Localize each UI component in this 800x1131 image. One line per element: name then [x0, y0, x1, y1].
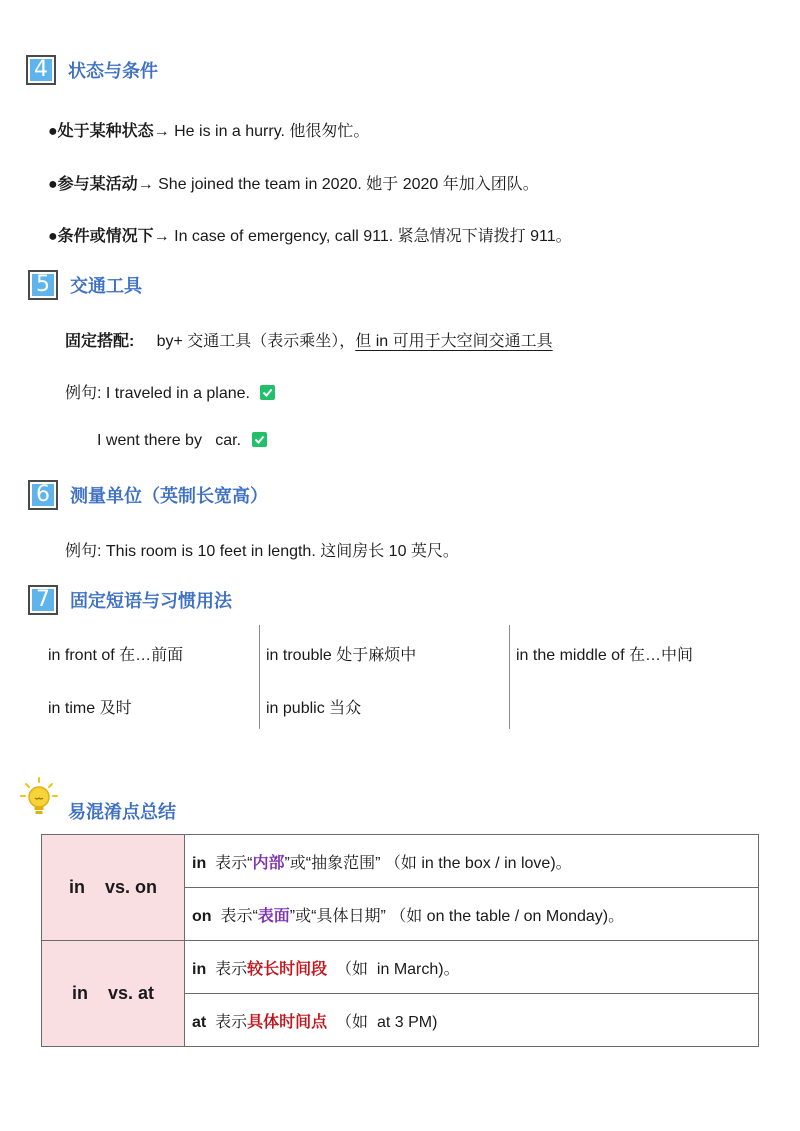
comparison-line	[185, 994, 759, 1047]
example-text: I traveled in a plane.	[105, 385, 250, 402]
condition-item	[48, 223, 572, 246]
section-5-heading	[28, 270, 142, 300]
example-text: I went there by car.	[97, 432, 242, 449]
phrase-cell: in time 及时	[48, 700, 132, 717]
desc-pre: 表示“	[206, 854, 253, 872]
measurement-example: 例句: This room is 10 feet in length. 这间房长 10 英尺。	[65, 543, 459, 560]
example-2	[97, 432, 267, 450]
desc-pre: 表示“	[211, 907, 258, 925]
item-label: ●参与某活动→	[48, 176, 154, 193]
phrase-cell: in the middle of 在…中间	[516, 647, 693, 664]
fixed-underlined-note: 但 in 可用于大空间交通工具	[355, 333, 553, 350]
highlight-term: 具体时间点	[247, 1013, 328, 1031]
column-divider	[509, 625, 510, 729]
highlight-term: 表面	[257, 907, 290, 925]
preposition: on	[192, 907, 212, 925]
example-1	[65, 380, 275, 403]
preposition: in	[192, 960, 207, 978]
item-label: ●条件或情况下→	[48, 228, 170, 245]
fixed-label: 固定搭配:	[65, 333, 135, 350]
check-mark-icon	[260, 385, 275, 400]
section-number-badge: 5	[28, 270, 58, 300]
item-text: He is in a hurry. 他很匆忙。	[169, 123, 370, 140]
fixed-text: by+ 交通工具（表示乘坐），	[156, 333, 356, 350]
phrase-cell: in trouble 处于麻烦中	[266, 647, 417, 664]
desc-post: ”或“具体日期” （如 on the table / on Monday)。	[289, 907, 625, 925]
section-number-badge: 4	[26, 55, 56, 85]
desc-post: ”或“抽象范围” （如 in the box / in love)。	[284, 854, 572, 872]
table-row	[42, 941, 759, 994]
check-mark-icon	[252, 432, 267, 447]
section-title: 测量单位（英制长宽高）	[70, 486, 268, 506]
item-label: ●处于某种状态→	[48, 123, 170, 140]
desc-post: （如 at 3 PM)	[327, 1013, 438, 1031]
highlight-term: 较长时间段	[247, 960, 328, 978]
summary-title: 易混淆点总结	[68, 802, 176, 822]
fixed-collocation	[65, 328, 553, 351]
section-title: 固定短语与习惯用法	[70, 591, 232, 611]
comparison-line	[185, 835, 759, 888]
desc-post: （如 in March)。	[327, 960, 460, 978]
confusion-summary-table	[41, 834, 759, 1047]
column-divider	[259, 625, 260, 729]
preposition: at	[192, 1013, 207, 1031]
desc-pre: 表示	[206, 960, 248, 978]
activity-item	[48, 171, 539, 194]
state-item	[48, 118, 369, 141]
table-row	[42, 835, 759, 888]
section-number-badge: 6	[28, 480, 58, 510]
phrase-cell: in front of 在…前面	[48, 647, 184, 664]
item-text: She joined the team in 2020. 她于 2020 年加入团队。	[153, 176, 539, 193]
desc-pre: 表示	[206, 1013, 248, 1031]
highlight-term: 内部	[252, 854, 285, 872]
section-title: 交通工具	[70, 276, 142, 296]
section-title: 状态与条件	[68, 61, 158, 81]
comparison-key: in vs. on	[42, 835, 185, 941]
phrase-cell: in public 当众	[266, 700, 362, 717]
comparison-line	[185, 941, 759, 994]
section-4-heading	[26, 55, 158, 85]
example-label: 例句:	[65, 385, 106, 402]
comparison-line	[185, 888, 759, 941]
section-6-heading	[28, 480, 268, 510]
comparison-key: in vs. at	[42, 941, 185, 1047]
section-7-heading	[28, 585, 232, 615]
section-number-badge: 7	[28, 585, 58, 615]
preposition: in	[192, 854, 207, 872]
item-text: In case of emergency, call 911. 紧急情况下请拨打 911。	[169, 228, 572, 245]
lightbulb-icon	[18, 776, 60, 827]
